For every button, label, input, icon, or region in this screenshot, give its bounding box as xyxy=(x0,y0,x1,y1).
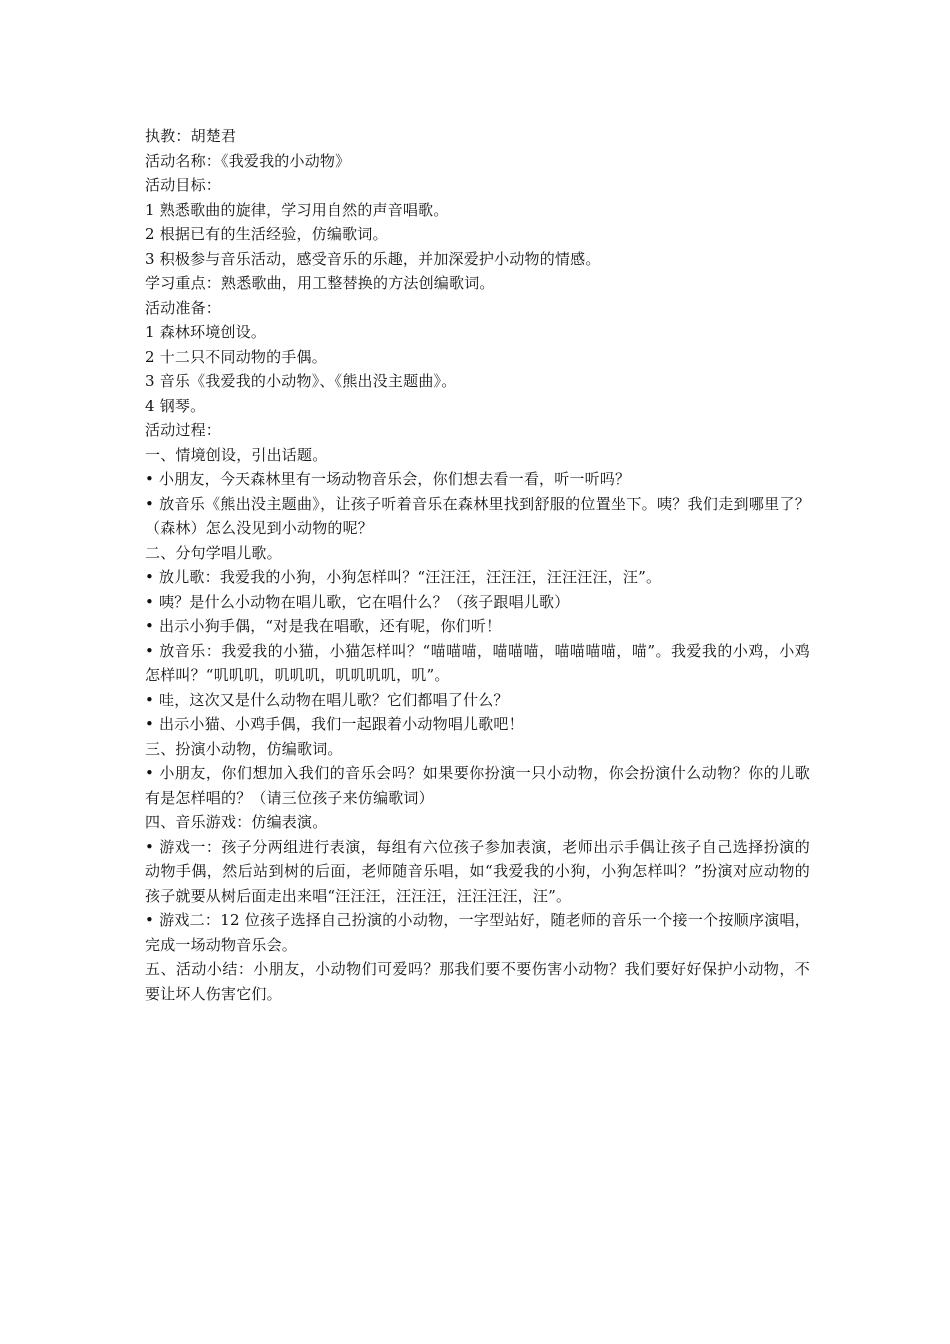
bullet-paragraph: • 哇，这次又是什么动物在唱儿歌？它们都唱了什么？ xyxy=(145,690,509,709)
document-body xyxy=(145,124,810,1006)
section-4-heading: 四、音乐游戏：仿编表演。 xyxy=(145,813,328,831)
teacher-line: 执教：胡楚君 xyxy=(145,127,237,145)
section-1-heading: 一、情境创设，引出话题。 xyxy=(145,445,328,464)
section-3-heading: 三、扮演小动物，仿编歌词。 xyxy=(145,739,343,758)
bullet-paragraph: • 放儿歌：我爱我的小狗，小狗怎样叫？“汪汪汪，汪汪汪，汪汪汪汪，汪”。 xyxy=(145,568,662,586)
bullet-paragraph: • 游戏一：孩子分两组进行表演，每组有六位孩子参加表演，老师出示手偶让孩子自己选择扮演的动物手偶，然后站到树的后面，老师随音乐唱，如“我爱我的小狗，小狗怎样叫？”扮演对应动物的孩子就要从树后面走出来唱“汪汪汪，汪汪汪，汪汪汪汪，汪”。 xyxy=(145,837,810,905)
bullet-paragraph: • 放音乐：我爱我的小猫，小猫怎样叫？“喵喵喵，喵喵喵，喵喵喵喵，喵”。我爱我的小鸡，小鸡怎样叫？“叽叽叽，叽叽叽，叽叽叽叽，叽”。 xyxy=(145,641,810,684)
process-heading: 活动过程： xyxy=(145,421,222,439)
preparation-item-3: 3 音乐《我爱我的小动物》、《熊出没主题曲》。 xyxy=(145,372,457,390)
goal-item-1: 1 熟悉歌曲的旋律，学习用自然的声音唱歌。 xyxy=(145,200,449,219)
key-point-line: 学习重点：熟悉歌曲，用工整替换的方法创编歌词。 xyxy=(145,274,495,292)
preparation-heading: 活动准备： xyxy=(145,298,222,317)
summary-paragraph: 五、活动小结：小朋友，小动物们可爱吗？那我们要不要伤害小动物？我们要好好保护小动物，不要让坏人伤害它们。 xyxy=(145,960,810,1003)
preparation-item-2: 2 十二只不同动物的手偶。 xyxy=(145,347,327,366)
preparation-item-4: 4 钢琴。 xyxy=(145,396,206,415)
preparation-item-1: 1 森林环境创设。 xyxy=(145,323,267,341)
bullet-paragraph: • 小朋友，今天森林里有一场动物音乐会，你们想去看一看，听一听吗？ xyxy=(145,470,631,488)
bullet-paragraph: • 小朋友，你们想加入我们的音乐会吗？如果要你扮演一只小动物，你会扮演什么动物？你的儿歌有是怎样唱的？（请三位孩子来仿编歌词） xyxy=(145,764,810,807)
section-2-heading: 二、分句学唱儿歌。 xyxy=(145,543,282,562)
bullet-paragraph: • 游戏二：12 位孩子选择自己扮演的小动物，一字型站好，随老师的音乐一个接一个按顺序演唱，完成一场动物音乐会。 xyxy=(145,911,810,954)
goals-heading: 活动目标： xyxy=(145,176,222,194)
goal-item-3: 3 积极参与音乐活动，感受音乐的乐趣，并加深爱护小动物的情感。 xyxy=(145,249,601,268)
activity-name-line: 活动名称：《我爱我的小动物》 xyxy=(145,151,351,170)
bullet-paragraph: • 咦？是什么小动物在唱儿歌，它在唱什么？（孩子跟唱儿歌） xyxy=(145,592,570,611)
bullet-paragraph: • 放音乐《熊出没主题曲》，让孩子听着音乐在森林里找到舒服的位置坐下。咦？我们走到哪里了？（森林）怎么没见到小动物的呢？ xyxy=(145,494,810,537)
bullet-paragraph: • 出示小狗手偶，“对是我在唱歌，还有呢，你们听！ xyxy=(145,617,502,635)
bullet-paragraph: • 出示小猫、小鸡手偶，我们一起跟着小动物唱儿歌吧！ xyxy=(145,715,524,733)
goal-item-2: 2 根据已有的生活经验，仿编歌词。 xyxy=(145,225,388,243)
